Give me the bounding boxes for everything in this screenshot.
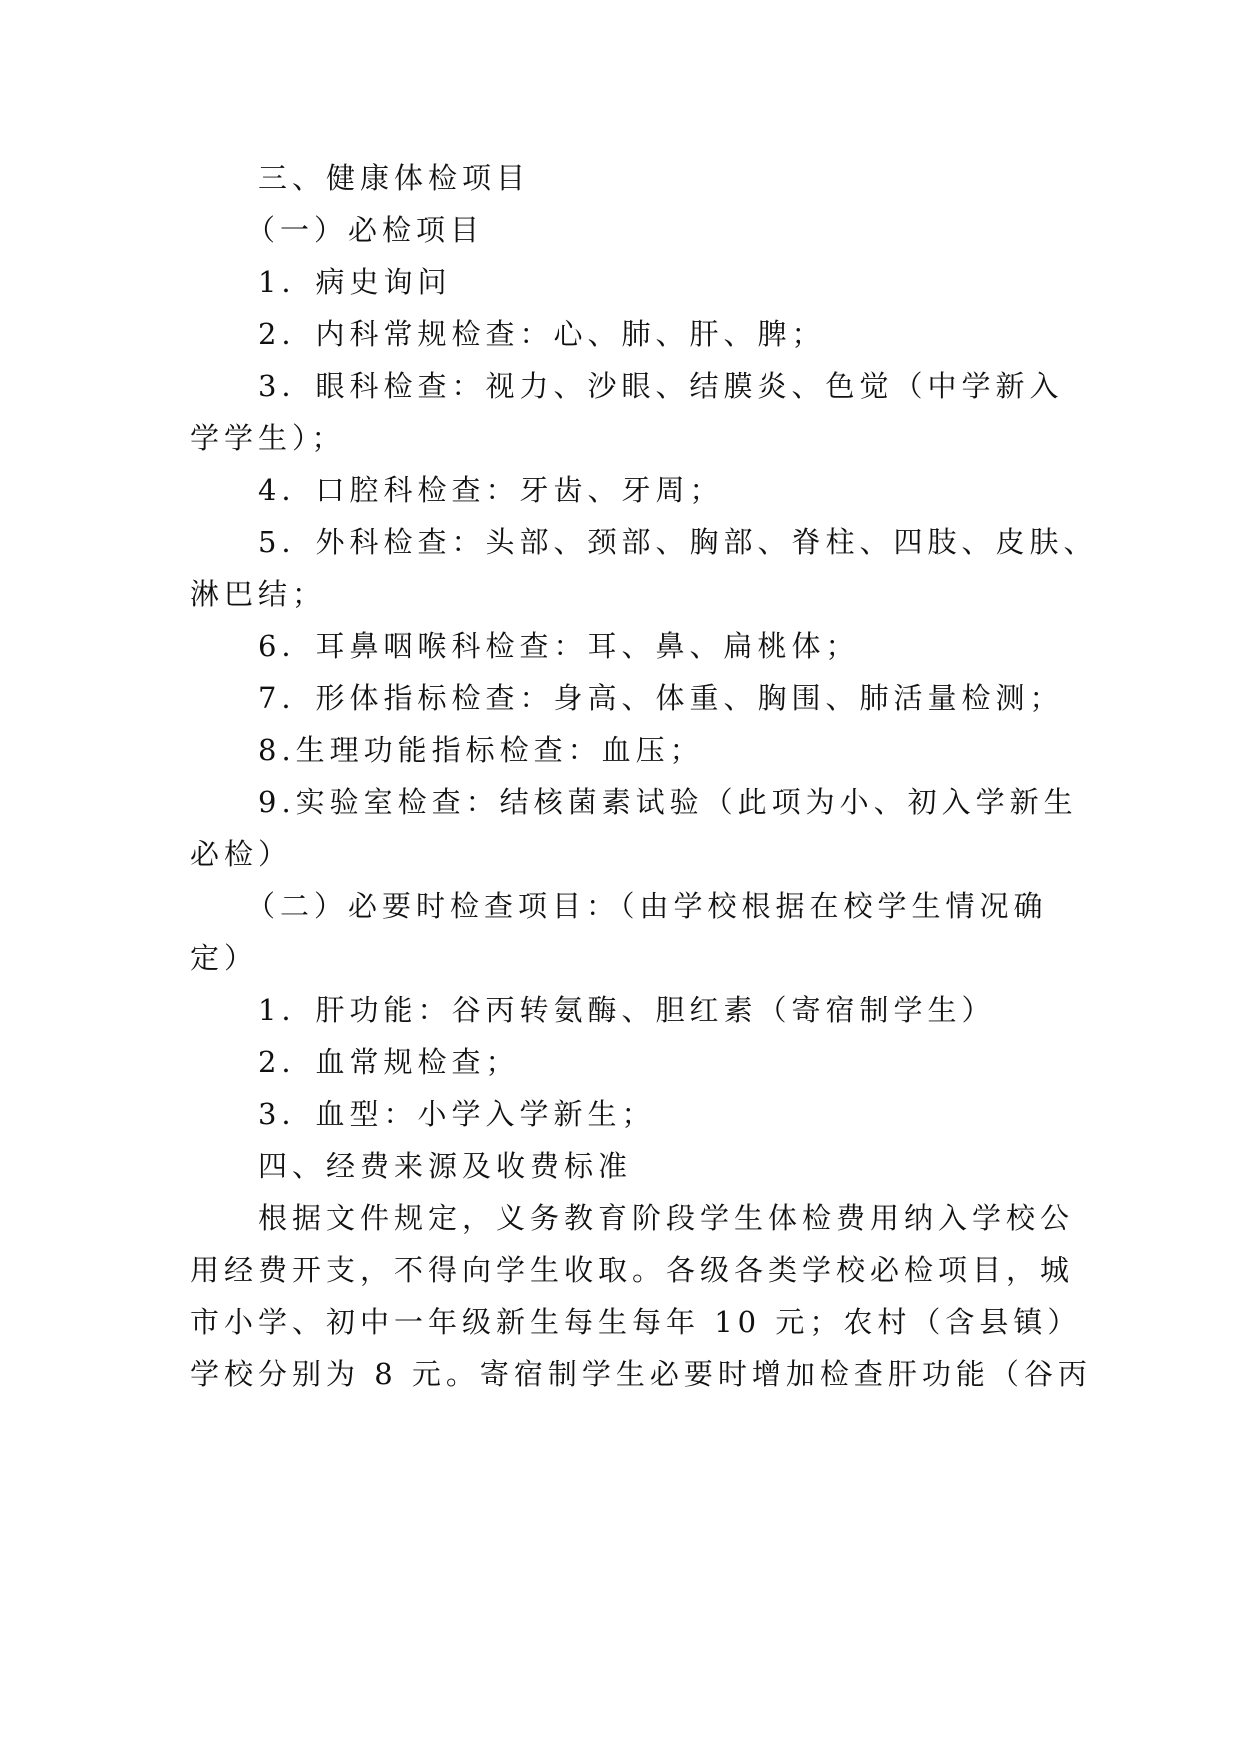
list-item: 7．形体指标检查：身高、体重、胸围、肺活量检测；: [258, 681, 1064, 715]
subsection-heading-one: （一）必检项目: [246, 213, 485, 247]
list-item: 4．口腔科检查：牙齿、牙周；: [258, 473, 724, 507]
list-item: 2．内科常规检查：心、肺、肝、脾；: [258, 317, 826, 351]
list-item: 8.生理功能指标检查：血压；: [258, 733, 704, 767]
list-item: 5．外科检查：头部、颈部、胸部、脊柱、四肢、皮肤、: [258, 525, 1098, 559]
section-heading-three: 三、健康体检项目: [258, 161, 531, 195]
list-item: 2．血常规检查；: [258, 1045, 520, 1079]
paragraph-line: 市小学、初中一年级新生每生每年 10 元；农村（含县镇）: [190, 1305, 1082, 1339]
paragraph-line: 用经费开支，不得向学生收取。各级各类学校必检项目，城: [190, 1253, 1075, 1287]
subsection-heading-two: （二）必要时检查项目：（由学校根据在校学生情况确: [246, 889, 1048, 923]
list-item: 6．耳鼻咽喉科检查：耳、鼻、扁桃体；: [258, 629, 860, 663]
heading-continuation: 定）: [190, 941, 259, 975]
paragraph-line: 根据文件规定，义务教育阶段学生体检费用纳入学校公: [258, 1201, 1075, 1235]
section-heading-four: 四、经费来源及收费标准: [258, 1149, 633, 1183]
list-item-continuation: 淋巴结；: [190, 577, 327, 611]
list-item-continuation: 必检）: [190, 837, 293, 871]
list-item-continuation: 学学生）；: [190, 421, 346, 455]
list-item: 9.实验室检查：结核菌素试验（此项为小、初入学新生: [258, 785, 1078, 819]
paragraph-line: 学校分别为 8 元。寄宿制学生必要时增加检查肝功能（谷丙: [190, 1357, 1092, 1391]
list-item: 3．眼科检查：视力、沙眼、结膜炎、色觉（中学新入: [258, 369, 1064, 403]
list-item: 3．血型：小学入学新生；: [258, 1097, 656, 1131]
list-item: 1．肝功能：谷丙转氨酶、胆红素（寄宿制学生）: [258, 993, 996, 1027]
list-item: 1．病史询问: [258, 265, 452, 299]
